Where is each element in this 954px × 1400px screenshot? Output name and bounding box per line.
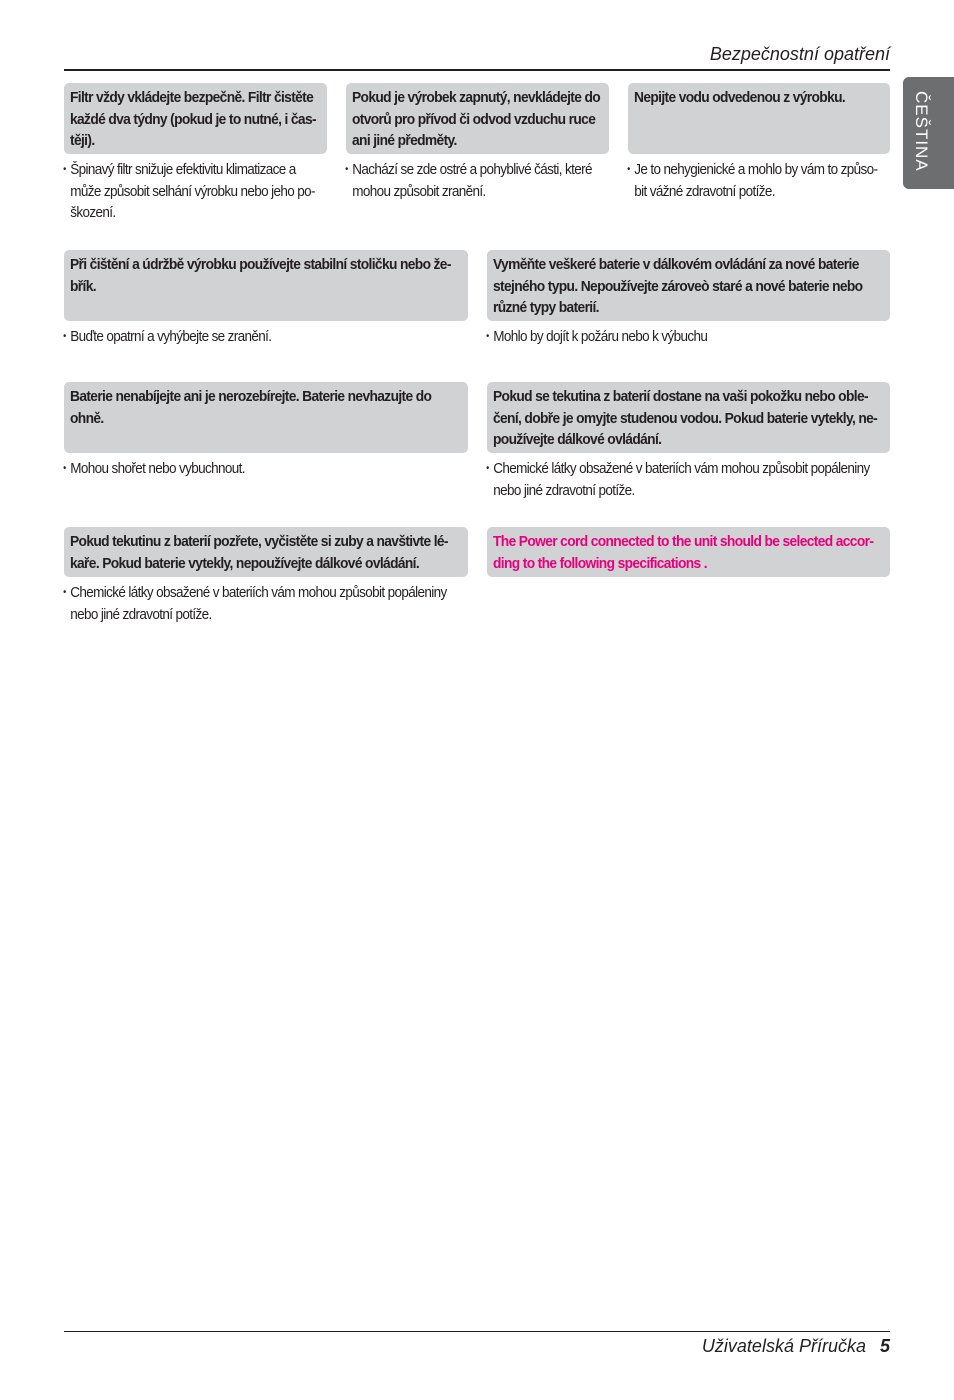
warning-title-line: těji). <box>70 132 95 149</box>
warning-title-line: ding to the following specifications . <box>493 554 707 572</box>
bullet-note <box>64 159 343 224</box>
warning-box <box>487 527 890 577</box>
bullet-line: • Mohou shořet nebo vybuchnout. <box>64 458 245 480</box>
bullet-line: může způsobit selhání výrobku nebo jeho po- <box>70 182 315 200</box>
warning-title-line: Nepijte vodu odvedenou z výrobku. <box>634 89 846 106</box>
footer-divider <box>64 1331 890 1332</box>
language-tab-label: ČEŠTINA <box>912 91 931 172</box>
bullet-line: • Nachází se zde ostré a pohyblivé části, které <box>346 159 592 181</box>
bullet-note <box>487 326 732 348</box>
warning-title-line: každé dva týdny (pokud je to nutné, i čas- <box>70 110 316 128</box>
bullet-note <box>64 326 294 348</box>
bullet-line: nebo jiné zdravotní potíže. <box>493 481 635 499</box>
bullet-line: • Špinavý filtr snižuje efektivitu klimatizace a <box>64 159 315 181</box>
warning-box <box>487 382 890 453</box>
warning-box <box>64 83 327 154</box>
warning-title-line: The Power cord connected to the unit should be selected accor- <box>493 533 874 550</box>
warning-box <box>64 250 468 321</box>
bullet-line: • Je to nehygienické a mohlo by vám to způso- <box>628 159 877 181</box>
bullet-line: • Buďte opatrní a vyhýbejte se zranění. <box>64 326 271 348</box>
bullet-line: bit vážné zdravotní potíže. <box>634 182 775 200</box>
warning-title-line: Pokud je výrobek zapnutý, nevkládejte do <box>352 89 601 106</box>
bullet-line: • Mohlo by dojít k požáru nebo k výbuchu <box>487 326 707 348</box>
warning-title-line: stejného typu. Nepoužívejte zároveò staré a nové baterie nebo <box>493 277 863 295</box>
warning-title-line: Pokud se tekutina z baterií dostane na vaši pokožku nebo oble- <box>493 388 868 405</box>
bullet-line: škození. <box>70 204 116 221</box>
warning-title-line: ohně. <box>70 409 104 427</box>
warning-title-line: Baterie nenabíjejte ani je nerozebírejte. Baterie nevhazujte do <box>70 388 432 405</box>
footer <box>702 1336 890 1357</box>
bullet-line: nebo jiné zdravotní potíže. <box>70 605 212 623</box>
bullet-line: • Chemické látky obsažené v bateriích vám mohou způsobit popáleniny <box>64 582 447 604</box>
warning-box <box>628 83 890 154</box>
section-title: Bezpečnostní opatření <box>709 44 890 64</box>
bullet-note <box>346 159 619 202</box>
warning-title-line: Vyměňte veškeré baterie v dálkovém ovládání za nové baterie <box>493 256 859 273</box>
manual-title: Uživatelská Příručka <box>701 1336 866 1356</box>
warning-title-line: používejte dálkové ovládání. <box>493 431 662 448</box>
warning-title-line: ani jiné předměty. <box>352 132 457 149</box>
warning-title-line: otvorů pro přívod či odvod vzduchu ruce <box>352 110 596 128</box>
warning-title-line: různé typy baterií. <box>493 299 599 316</box>
header-divider <box>64 69 890 71</box>
warning-title-line: kaře. Pokud baterie vytekly, nepoužívejte dálkové ovládání. <box>70 554 420 572</box>
bullet-note <box>628 159 905 202</box>
bullet-line: mohou způsobit zranění. <box>352 182 486 200</box>
bullet-note <box>487 458 912 501</box>
language-tab <box>903 77 954 189</box>
warning-title-line: Pokud tekutinu z baterií pozřete, vyčistěte si zuby a navštivte lé- <box>70 533 448 550</box>
bullet-note <box>64 582 489 625</box>
page-number: 5 <box>879 1336 890 1356</box>
bullet-line: • Chemické látky obsažené v bateriích vám mohou způsobit popáleniny <box>487 458 870 480</box>
warning-title-line: Při čištění a údržbě výrobku používejte stabilní stoličku nebo že- <box>70 256 451 273</box>
warning-box <box>64 527 468 577</box>
warning-box <box>64 382 468 453</box>
warning-title-line: čení, dobře je omyjte studenou vodou. Pokud baterie vytekly, ne- <box>493 409 878 427</box>
warning-box <box>346 83 609 154</box>
warning-box <box>487 250 890 321</box>
warning-title-line: Filtr vždy vkládejte bezpečně. Filtr čistěte <box>70 89 314 106</box>
warning-title-line: břík. <box>70 277 96 295</box>
bullet-note <box>64 458 265 480</box>
